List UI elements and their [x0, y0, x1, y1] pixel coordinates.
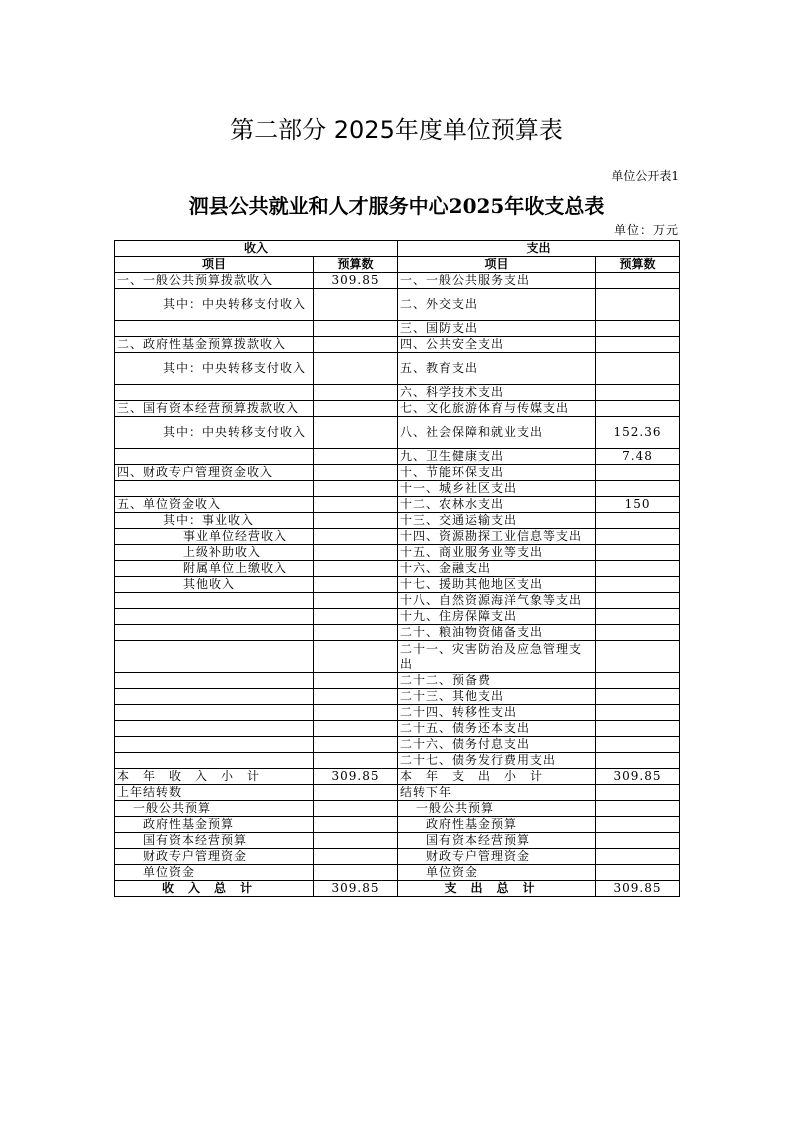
income-item-header: 项目 [115, 257, 314, 273]
income-amount-cell [314, 321, 398, 337]
expense-amount-cell [596, 593, 680, 609]
income-amount-cell [314, 673, 398, 689]
income-item-cell [115, 673, 314, 689]
income-item-cell [115, 449, 314, 465]
income-item-cell: 其中：中央转移支付收入 [115, 289, 314, 321]
expense-item-cell: 十四、资源勘探工业信息等支出 [398, 529, 596, 545]
table-row [115, 769, 680, 785]
table-row [115, 273, 680, 289]
table-row [115, 545, 680, 561]
expense-item-cell: 单位资金 [398, 865, 596, 881]
expense-item-cell: 八、社会保障和就业支出 [398, 417, 596, 449]
table-row [115, 689, 680, 705]
expense-item-cell: 财政专户管理资金 [398, 849, 596, 865]
expense-amount-cell [596, 689, 680, 705]
expense-amount-cell: 7.48 [596, 449, 680, 465]
income-amount-cell [314, 465, 398, 481]
income-amount-cell: 309.85 [314, 881, 398, 897]
income-amount-cell [314, 337, 398, 353]
income-amount-cell [314, 497, 398, 513]
income-amount-cell [314, 577, 398, 593]
income-amount-cell [314, 641, 398, 673]
table-row [115, 753, 680, 769]
budget-summary-table [114, 240, 680, 897]
table-row [115, 465, 680, 481]
table-row [115, 849, 680, 865]
income-amount-cell [314, 401, 398, 417]
table-row [115, 625, 680, 641]
table-row [115, 449, 680, 465]
income-amount-cell [314, 705, 398, 721]
expense-item-cell: 十七、援助其他地区支出 [398, 577, 596, 593]
expense-amount-cell: 150 [596, 497, 680, 513]
expense-budget-header: 预算数 [596, 257, 680, 273]
income-amount-cell [314, 561, 398, 577]
table-row [115, 289, 680, 321]
income-amount-cell [314, 593, 398, 609]
income-amount-cell [314, 833, 398, 849]
income-item-cell: 上级补助收入 [115, 545, 314, 561]
table-row [115, 641, 680, 673]
expense-amount-cell: 309.85 [596, 769, 680, 785]
income-item-cell [115, 321, 314, 337]
expense-amount-cell: 152.36 [596, 417, 680, 449]
expense-item-cell: 二十三、其他支出 [398, 689, 596, 705]
expense-item-cell: 本年支出小计 [398, 769, 596, 785]
expense-item-cell: 十八、自然资源海洋气象等支出 [398, 593, 596, 609]
income-item-cell: 二、政府性基金预算拨款收入 [115, 337, 314, 353]
table-row [115, 865, 680, 881]
expense-amount-cell [596, 577, 680, 593]
expense-item-cell: 二、外交支出 [398, 289, 596, 321]
income-amount-cell [314, 721, 398, 737]
expense-amount-cell [596, 321, 680, 337]
income-amount-cell [314, 513, 398, 529]
table-number: 单位公开表1 [611, 169, 679, 183]
table-row [115, 721, 680, 737]
table-row [115, 497, 680, 513]
income-item-cell [115, 737, 314, 753]
income-item-cell [115, 753, 314, 769]
income-amount-cell [314, 417, 398, 449]
expense-item-cell: 七、文化旅游体育与传媒支出 [398, 401, 596, 417]
income-amount-cell [314, 801, 398, 817]
income-amount-cell [314, 689, 398, 705]
expense-item-cell: 支出总计 [398, 881, 596, 897]
income-item-cell: 财政专户管理资金 [115, 849, 314, 865]
expense-amount-cell [596, 753, 680, 769]
expense-amount-cell [596, 865, 680, 881]
income-item-cell: 五、单位资金收入 [115, 497, 314, 513]
income-item-cell: 政府性基金预算 [115, 817, 314, 833]
income-amount-cell [314, 545, 398, 561]
income-item-cell: 一、一般公共预算拨款收入 [115, 273, 314, 289]
expense-amount-cell [596, 673, 680, 689]
table-row [115, 401, 680, 417]
expense-item-cell: 十二、农林水支出 [398, 497, 596, 513]
expense-item-cell: 二十、粮油物资储备支出 [398, 625, 596, 641]
expense-amount-cell [596, 801, 680, 817]
expense-item-cell: 二十四、转移性支出 [398, 705, 596, 721]
income-item-cell [115, 593, 314, 609]
expense-amount-cell [596, 641, 680, 673]
expense-item-cell: 九、卫生健康支出 [398, 449, 596, 465]
income-amount-cell [314, 353, 398, 385]
income-item-cell [115, 385, 314, 401]
income-item-cell [115, 625, 314, 641]
table-row [115, 353, 680, 385]
income-amount-cell [314, 785, 398, 801]
table-row [115, 785, 680, 801]
expense-item-cell: 二十一、灾害防治及应急管理支出 [398, 641, 596, 673]
expense-amount-cell [596, 401, 680, 417]
table-row [115, 417, 680, 449]
table-row [115, 705, 680, 721]
table-row [115, 529, 680, 545]
expense-item-cell: 十三、交通运输支出 [398, 513, 596, 529]
table-row [115, 737, 680, 753]
expense-amount-cell [596, 737, 680, 753]
expense-amount-cell [596, 337, 680, 353]
table-row [115, 881, 680, 897]
income-item-cell [115, 721, 314, 737]
income-amount-cell [314, 865, 398, 881]
expense-amount-cell [596, 625, 680, 641]
expense-header: 支出 [398, 241, 680, 257]
expense-amount-cell [596, 465, 680, 481]
expense-amount-cell [596, 849, 680, 865]
page-title: 泗县公共就业和人才服务中心2025年收支总表 [188, 194, 605, 218]
income-item-cell [115, 609, 314, 625]
table-row [115, 561, 680, 577]
expense-amount-cell: 309.85 [596, 881, 680, 897]
expense-item-cell: 十一、城乡社区支出 [398, 481, 596, 497]
expense-item-cell: 十、节能环保支出 [398, 465, 596, 481]
table-row [115, 385, 680, 401]
expense-amount-cell [596, 545, 680, 561]
income-amount-cell [314, 481, 398, 497]
income-item-cell: 国有资本经营预算 [115, 833, 314, 849]
table-row [115, 321, 680, 337]
expense-amount-cell [596, 529, 680, 545]
income-header: 收入 [115, 241, 398, 257]
expense-item-cell: 二十七、债务发行费用支出 [398, 753, 596, 769]
expense-item-cell: 政府性基金预算 [398, 817, 596, 833]
income-item-cell [115, 705, 314, 721]
table-row [115, 481, 680, 497]
income-amount-cell [314, 817, 398, 833]
income-item-cell: 四、财政专户管理资金收入 [115, 465, 314, 481]
expense-amount-cell [596, 833, 680, 849]
income-item-cell [115, 641, 314, 673]
expense-item-cell: 十五、商业服务业等支出 [398, 545, 596, 561]
income-item-cell: 一般公共预算 [115, 801, 314, 817]
income-amount-cell [314, 849, 398, 865]
income-item-cell: 上年结转数 [115, 785, 314, 801]
expense-amount-cell [596, 481, 680, 497]
expense-amount-cell [596, 353, 680, 385]
income-item-cell: 其中：事业收入 [115, 513, 314, 529]
income-amount-cell: 309.85 [314, 273, 398, 289]
expense-amount-cell [596, 721, 680, 737]
expense-amount-cell [596, 273, 680, 289]
expense-item-cell: 二十二、预备费 [398, 673, 596, 689]
income-amount-cell [314, 529, 398, 545]
income-amount-cell [314, 753, 398, 769]
income-item-cell: 其中：中央转移支付收入 [115, 353, 314, 385]
expense-item-cell: 国有资本经营预算 [398, 833, 596, 849]
table-row [115, 673, 680, 689]
income-item-cell: 事业单位经营收入 [115, 529, 314, 545]
expense-item-cell: 结转下年 [398, 785, 596, 801]
unit-label: 单位：万元 [613, 223, 679, 237]
income-amount-cell [314, 385, 398, 401]
income-item-cell: 附属单位上缴收入 [115, 561, 314, 577]
expense-amount-cell [596, 385, 680, 401]
expense-amount-cell [596, 705, 680, 721]
expense-amount-cell [596, 289, 680, 321]
income-item-cell: 单位资金 [115, 865, 314, 881]
table-row [115, 577, 680, 593]
header-row-columns [115, 257, 680, 273]
expense-item-cell: 二十六、债务付息支出 [398, 737, 596, 753]
table-row [115, 801, 680, 817]
income-item-cell: 本年收入小计 [115, 769, 314, 785]
income-budget-header: 预算数 [314, 257, 398, 273]
income-item-cell: 收入总计 [115, 881, 314, 897]
expense-item-cell: 十六、金融支出 [398, 561, 596, 577]
expense-amount-cell [596, 513, 680, 529]
income-item-cell: 三、国有资本经营预算拨款收入 [115, 401, 314, 417]
income-amount-cell: 309.85 [314, 769, 398, 785]
table-row [115, 593, 680, 609]
table-row [115, 609, 680, 625]
income-amount-cell [314, 609, 398, 625]
income-item-cell [115, 689, 314, 705]
income-amount-cell [314, 737, 398, 753]
expense-item-cell: 十九、住房保障支出 [398, 609, 596, 625]
expense-item-cell: 六、科学技术支出 [398, 385, 596, 401]
expense-amount-cell [596, 609, 680, 625]
expense-item-cell: 一般公共预算 [398, 801, 596, 817]
table-row [115, 337, 680, 353]
header-row-sections [115, 241, 680, 257]
expense-item-cell: 一、一般公共服务支出 [398, 273, 596, 289]
expense-item-cell: 二十五、债务还本支出 [398, 721, 596, 737]
income-item-cell: 其他收入 [115, 577, 314, 593]
part-title: 第二部分 2025年度单位预算表 [230, 116, 563, 144]
income-item-cell: 其中：中央转移支付收入 [115, 417, 314, 449]
table-row [115, 513, 680, 529]
expense-amount-cell [596, 817, 680, 833]
income-item-cell [115, 481, 314, 497]
table-row [115, 833, 680, 849]
expense-item-cell: 三、国防支出 [398, 321, 596, 337]
table-row [115, 817, 680, 833]
expense-item-header: 项目 [398, 257, 596, 273]
expense-item-cell: 五、教育支出 [398, 353, 596, 385]
income-amount-cell [314, 289, 398, 321]
expense-amount-cell [596, 785, 680, 801]
expense-amount-cell [596, 561, 680, 577]
income-amount-cell [314, 625, 398, 641]
income-amount-cell [314, 449, 398, 465]
expense-item-cell: 四、公共安全支出 [398, 337, 596, 353]
